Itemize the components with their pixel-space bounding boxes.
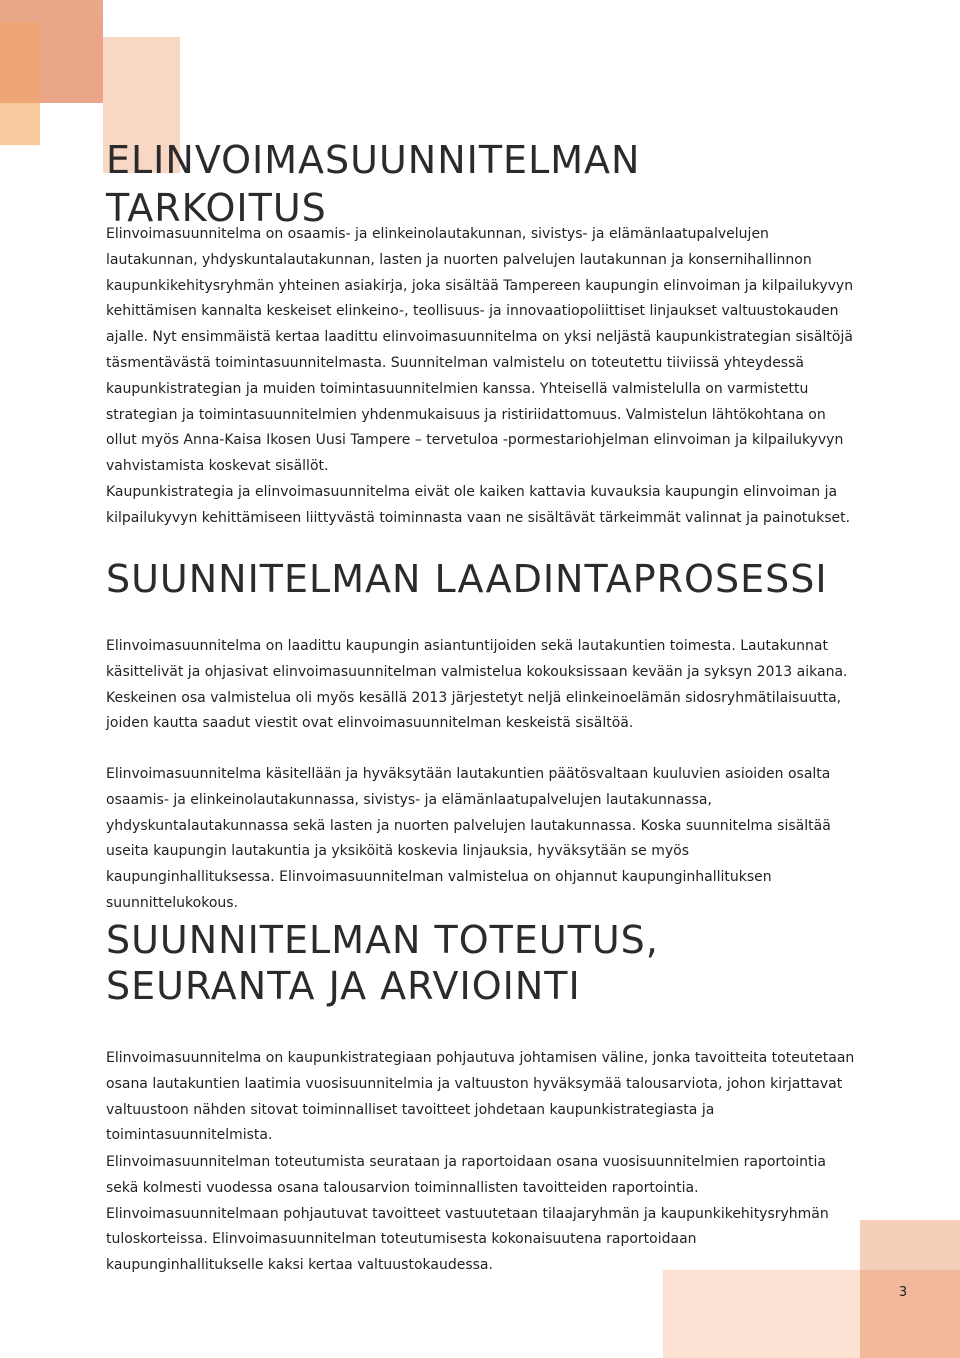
paragraph: Elinvoimasuunnitelma on laadittu kaupungin asiantuntijoiden sekä lautakuntien toimesta. Lautakunnat käsittelivät ja ohjasivat elinvoimasuunnitelman valmistelua kokouksissaan kevään ja syksyn 2013 aikana. Keskeinen osa valmistelua oli myös kesällä 2013 järjestetyt neljä elinkeinoelämän sidosryhmätilaisuutta, joiden kautta saadut viestit ovat elinvoimasuunnitelman keskeistä sisältöä. — [106, 638, 848, 732]
page-number: 3 — [898, 1285, 908, 1300]
paragraph: Elinvoimasuunnitelma on osaamis- ja elinkeinolautakunnan, sivistys- ja elämänlaatupalvelujen lautakunnan, yhdyskuntalautakunnan, lasten ja nuorten palvelujen lautakunnan ja konsernihallinnon kaupunkikehitysryhmän yhteinen asiakirja, joka sisältää Tampereen kaupungin elinvoiman ja kilpailukyvyn kehittämisen kannalta keskeiset elinkeino-, teollisuus- ja innovaatiopoliittiset linjaukset valtuustokauden ajalle. Nyt ensimmäistä kertaa laadittu elinvoimasuunnitelma on yksi neljästä kaupunkistrategian sisältöjä täsmentävästä toimintasuunnitelmasta. Suunnitelman valmistelu on toteutettu tiiviissä yhteydessä kaupunkistrategian ja muiden toimintasuunnitelmien kanssa. Yhteisellä valmistelulla on varmistettu strategian ja toimintasuunnitelmien yhdenmukaisuus ja ristiriidattomuus. Valmistelun lähtökohtana on ollut myös Anna-Kaisa Ikosen Uusi Tampere – tervetuloa -pormestariohjelman elinvoiman ja kilpailukyvyn vahvistamista koskevat sisällöt. — [106, 226, 854, 475]
decor-square — [40, 22, 103, 103]
paragraph: Elinvoimasuunnitelma on kaupunkistrategiaan pohjautuva johtamisen väline, jonka tavoitteita toteutetaan osana lautakuntien laatimia vuosisuunnitelmia ja valtuuston hyväksymää talousarviota, johon kirjattavat valtuustoon nähden sitovat toiminnalliset tavoitteet johdetaan kaupunkistrategiasta ja toimintasuunnitelmista. — [106, 1050, 855, 1144]
paragraph: Kaupunkistrategia ja elinvoimasuunnitelma eivät ole kaiken kattavia kuvauksia kaupungin elinvoiman ja kilpailukyvyn kehittämiseen liittyvästä toiminnasta vaan ne sisältävät tärkeimmät valinnat ja painotukset. — [106, 484, 851, 526]
decor-square — [860, 1270, 960, 1358]
section-heading-process: SUUNNITELMAN LAADINTAPROSESSI — [106, 557, 828, 601]
decor-square — [860, 1220, 960, 1270]
section-heading-implementation: SUUNNITELMAN TOTEUTUS, SEURANTA JA ARVIOINTI — [106, 918, 659, 1008]
decor-square — [0, 22, 40, 103]
paragraph: Elinvoimasuunnitelma käsitellään ja hyväksytään lautakuntien päätösvaltaan kuuluvien asioiden osalta osaamis- ja elinkeinolautakunnassa, sivistys- ja elämänlaatupalvelujen lautakunnassa, yhdyskuntalautakunnassa sekä lasten ja nuorten palvelujen lautakunnassa. Koska suunnitelma sisältää useita kaupungin lautakuntia ja yksiköitä koskevia linjauksia, hyväksytään se myös kaupunginhallituksessa. Elinvoimasuunnitelman valmistelua on ohjannut kaupunginhallituksen suunnittelukokous. — [106, 766, 831, 911]
section-heading-purpose: ELINVOIMASUUNNITELMAN TARKOITUS — [106, 138, 641, 230]
decor-square — [0, 103, 40, 145]
paragraph: Elinvoimasuunnitelman toteutumista seurataan ja raportoidaan osana vuosisuunnitelmien raportointia sekä kolmesti vuodessa osana talousarvion toiminnallisten tavoitteiden raportointia. Elinvoimasuunnitelmaan pohjautuvat tavoitteet vastuutetaan tilaajaryhmän ja kaupunkikehitysryhmän tuloskorteissa. Elinvoimasuunnitelman toteutumisesta kokonaisuutena raportoidaan kaupunginhallitukselle kaksi kertaa valtuustokaudessa. — [106, 1154, 829, 1274]
